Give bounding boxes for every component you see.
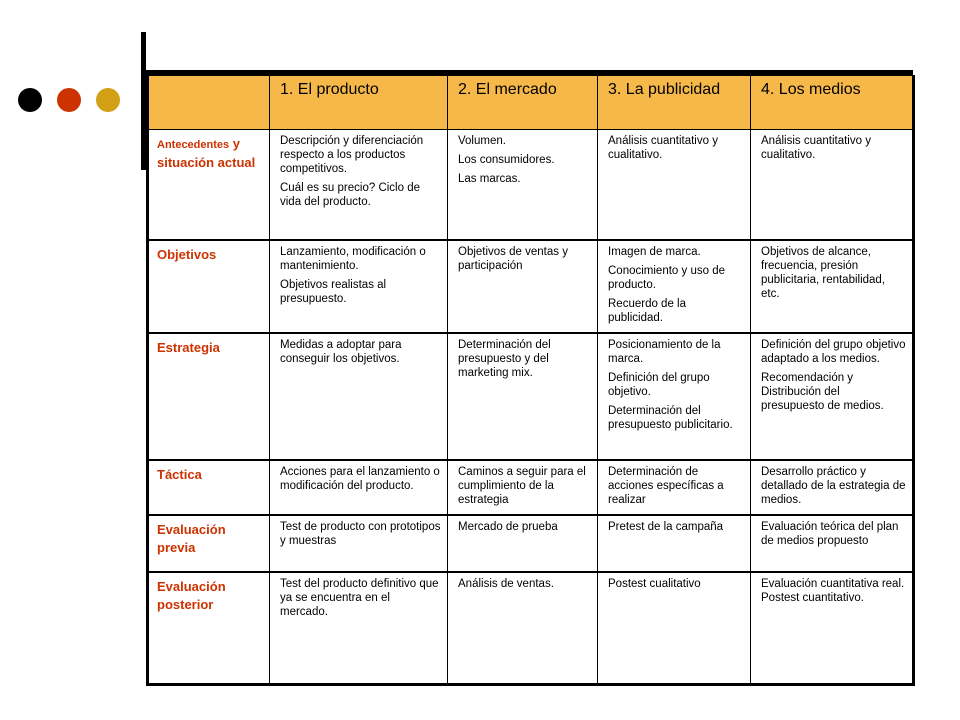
cell-posterior-medios: [751, 572, 914, 685]
advertising-plan-table: [146, 75, 915, 686]
row-objetivos: [148, 240, 914, 333]
cell-text: Test de producto con prototipos y muestras: [280, 520, 441, 547]
cell-estrategia-medios: [751, 333, 914, 460]
cell-previa-publicidad: [598, 515, 751, 572]
cell-text: Evaluación cuantitativa real. Postest cuantitativo.: [761, 577, 905, 604]
cell-text: Volumen.: [458, 135, 506, 147]
row-label-tactica: Táctica: [148, 460, 270, 515]
cell-previa-medios: [751, 515, 914, 572]
cell-text: Objetivos realistas al presupuesto.: [280, 278, 387, 305]
cell-text: Conocimiento y uso de producto.: [608, 264, 725, 291]
cell-tactica-publicidad: [598, 460, 751, 515]
cell-previa-producto: [270, 515, 448, 572]
cell-text: Análisis cuantitativo y cualitativo.: [761, 135, 871, 161]
cell-objetivos-producto: [270, 240, 448, 333]
cell-posterior-publicidad: [598, 572, 751, 685]
cell-text: Determinación del presupuesto publicitario.: [608, 404, 733, 431]
cell-text: Las marcas.: [458, 173, 521, 185]
cell-previa-mercado: [448, 515, 598, 572]
row-tactica: [148, 460, 914, 515]
cell-text: Objetivos de alcance, frecuencia, presión publicitaria, rentabilidad, etc.: [761, 245, 886, 300]
cell-text: Recomendación y Distribución del presupuesto de medios.: [761, 371, 884, 412]
cell-text: Análisis cuantitativo y cualitativo.: [608, 135, 718, 161]
cell-text: Acciones para el lanzamiento o modificación del producto.: [280, 465, 440, 492]
cell-posterior-mercado: [448, 572, 598, 685]
cell-text: Desarrollo práctico y detallado de la estrategia de medios.: [761, 465, 906, 506]
cell-text: Recuerdo de la publicidad.: [608, 297, 686, 324]
cell-objetivos-medios: [751, 240, 914, 333]
cell-text: Medidas a adoptar para conseguir los objetivos.: [280, 338, 402, 365]
row-label-evaluacion-previa: Evaluación previa: [148, 515, 270, 572]
cell-tactica-mercado: [448, 460, 598, 515]
cell-text: Imagen de marca.: [608, 245, 701, 258]
row-evaluacion-previa: [148, 515, 914, 572]
cell-estrategia-producto: [270, 333, 448, 460]
cell-objetivos-publicidad: [598, 240, 751, 333]
cell-antecedentes-publicidad: [598, 130, 751, 240]
cell-tactica-medios: [751, 460, 914, 515]
cell-text: Test del producto definitivo que ya se encuentra en el mercado.: [280, 577, 439, 618]
cell-antecedentes-medios: [751, 130, 914, 240]
cell-text: Cuál es su precio? Ciclo de vida del producto.: [280, 182, 420, 208]
header-mercado: 2. El mercado: [448, 76, 598, 130]
header-corner-cell: [148, 76, 270, 130]
cell-text: Los consumidores.: [458, 154, 555, 166]
row-label-objetivos: Objetivos: [148, 240, 270, 333]
header-row: [148, 76, 914, 130]
cell-posterior-producto: [270, 572, 448, 685]
cell-text: Mercado de prueba: [458, 520, 558, 533]
cell-text: Posicionamiento de la marca.: [608, 338, 721, 365]
cell-text: Definición del grupo objetivo.: [608, 371, 710, 398]
cell-text: Descripción y diferenciación respecto a los productos competitivos.: [280, 135, 424, 175]
cell-text: Lanzamiento, modificación o mantenimiento.: [280, 245, 426, 272]
cell-text: Postest cualitativo: [608, 577, 701, 590]
row-estrategia: [148, 333, 914, 460]
cell-text: Determinación del presupuesto y del marketing mix.: [458, 338, 551, 379]
row-label-estrategia: Estrategia: [148, 333, 270, 460]
row-label-part: Antecedentes: [157, 139, 230, 151]
cell-text: Determinación de acciones específicas a realizar: [608, 465, 724, 506]
row-antecedentes: [148, 130, 914, 240]
cell-text: Objetivos de ventas y participación: [458, 245, 568, 272]
row-evaluacion-posterior: [148, 572, 914, 685]
header-producto: 1. El producto: [270, 76, 448, 130]
cell-text: Análisis de ventas.: [458, 577, 554, 590]
cell-antecedentes-mercado: [448, 130, 598, 240]
cell-antecedentes-producto: [270, 130, 448, 240]
cell-objetivos-mercado: [448, 240, 598, 333]
header-publicidad: 3. La publicidad: [598, 76, 751, 130]
header-medios: 4. Los medios: [751, 76, 914, 130]
row-label-evaluacion-posterior: Evaluación posterior: [148, 572, 270, 685]
cell-estrategia-publicidad: [598, 333, 751, 460]
decorative-red-dot: [57, 88, 81, 112]
cell-text: Caminos a seguir para el cumplimiento de la estrategia: [458, 465, 586, 506]
row-label-part: y situación actual: [157, 136, 256, 170]
cell-tactica-producto: [270, 460, 448, 515]
cell-text: Definición del grupo objetivo adaptado a los medios.: [761, 338, 906, 365]
decorative-gold-dot: [96, 88, 120, 112]
cell-text: Evaluación teórica del plan de medios propuesto: [761, 520, 899, 547]
cell-text: Pretest de la campaña: [608, 520, 724, 533]
decorative-black-dot: [18, 88, 42, 112]
row-label-antecedentes: [148, 130, 270, 240]
cell-estrategia-mercado: [448, 333, 598, 460]
